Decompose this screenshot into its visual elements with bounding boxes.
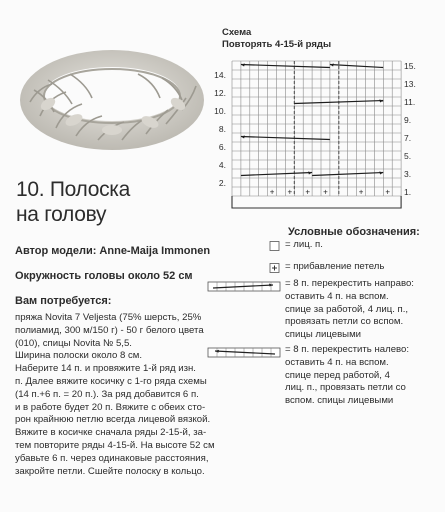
increase-mark: +	[269, 187, 275, 197]
row-label: 14.	[214, 70, 226, 80]
legend-line: спицы лицевыми	[285, 329, 362, 341]
row-label: 1.	[404, 187, 412, 197]
increase-mark: +	[323, 187, 328, 197]
instructions-line: п. Далее вяжите косичку с 1-го ряда схемы	[15, 375, 207, 387]
row-label: 8.	[218, 124, 226, 134]
instructions-line: тем повторите ряды 4-15-й. На высоте 52 см	[15, 439, 215, 451]
row-label: 4.	[218, 160, 226, 170]
legend-line: = 8 п. перекрестить налево:	[285, 344, 410, 355]
row-label: 3.	[404, 169, 412, 179]
legend-line: провязать петли со вспом.	[285, 316, 404, 328]
legend-cable-right	[285, 278, 414, 342]
legend-line: = лиц. п.	[285, 239, 323, 250]
legend-increase	[285, 261, 384, 274]
instructions-line: (010), спицы Novita № 5,5.	[15, 337, 132, 349]
row-label: 15.	[404, 61, 416, 71]
materials-heading: Вам потребуется:	[15, 295, 112, 307]
instructions-text	[15, 312, 215, 478]
row-label: 6.	[218, 142, 226, 152]
instructions-line: закройте петли. Сшейте полоску в кольцо.	[15, 465, 205, 477]
chart-caption-repeat: Повторять 4-15-й ряды	[222, 39, 332, 50]
legend-knit	[285, 239, 323, 252]
legend-line: оставить 4 п. на вспом.	[285, 356, 389, 368]
increase-mark: +	[385, 187, 391, 197]
increase-mark: +	[287, 187, 293, 197]
row-label: 9.	[404, 115, 412, 125]
instructions-line: убавьте 6 п. через одинаковые расстояния,	[15, 452, 209, 464]
legend-line: спице за работой, 4 лиц. п.,	[285, 303, 409, 315]
knit-square-icon	[269, 241, 281, 251]
row-label: 13.	[404, 79, 416, 89]
instructions-line: полиамид, 300 м/150 г) - 50 г белого цвета	[15, 324, 204, 336]
legend-line: спице перед работой, 4	[285, 369, 390, 381]
row-label: 11.	[404, 97, 416, 107]
instructions-line: Наберите 14 п. и провяжите 1-й ряд изн.	[15, 363, 196, 375]
headband-photo	[18, 40, 206, 158]
cable-left-icon	[207, 347, 283, 359]
chart-grid	[232, 61, 401, 208]
legend-title: Условные обозначения:	[288, 226, 420, 238]
instructions-line: (14 п.+6 п. = 20 п.). За ряд добавится 6 п.	[15, 388, 199, 400]
increase-mark: +	[358, 187, 364, 197]
row-label: 2.	[218, 178, 226, 188]
chart-caption	[222, 27, 331, 51]
chart-caption-title: Схема	[222, 27, 252, 38]
increase-mark: +	[305, 187, 310, 197]
knitting-chart	[214, 57, 424, 212]
title-line-2: на голову	[16, 203, 107, 226]
instructions-line: рон крайнюю петлю всегда лицевой вязкой.	[15, 414, 211, 426]
increase-icon	[269, 263, 281, 273]
author-line: Автор модели: Anne-Maija Immonen	[15, 245, 211, 257]
row-label: 7.	[404, 133, 412, 143]
legend-line: = 8 п. перекрестить направо:	[285, 278, 414, 289]
title-line-1: 10. Полоска	[16, 178, 131, 201]
row-label: 5.	[404, 151, 412, 161]
row-label: 10.	[214, 106, 226, 116]
instructions-line: и в работе будет 20 п. Вяжите с обеих сто-	[15, 401, 206, 413]
legend-line: вспом. спицы лицевыми	[285, 395, 394, 407]
legend-line: оставить 4 п. на вспом.	[285, 290, 389, 302]
row-label: 12.	[214, 88, 226, 98]
instructions-line: Ширина полоски около 8 см.	[15, 350, 143, 362]
cable-right-icon	[207, 281, 283, 293]
instructions-line: Вяжите в косичке сначала ряды 2-15-й, за-	[15, 427, 207, 439]
instructions-line: пряжа Novita 7 Veljesta (75% шерсть, 25%	[15, 312, 202, 323]
legend-line: = прибавление петель	[285, 261, 385, 272]
legend-cable-left	[285, 344, 409, 408]
chart-bracket	[232, 196, 401, 208]
legend-line: лиц. п., провязать петли со	[285, 382, 406, 394]
head-circumference: Окружность головы около 52 см	[15, 270, 193, 282]
